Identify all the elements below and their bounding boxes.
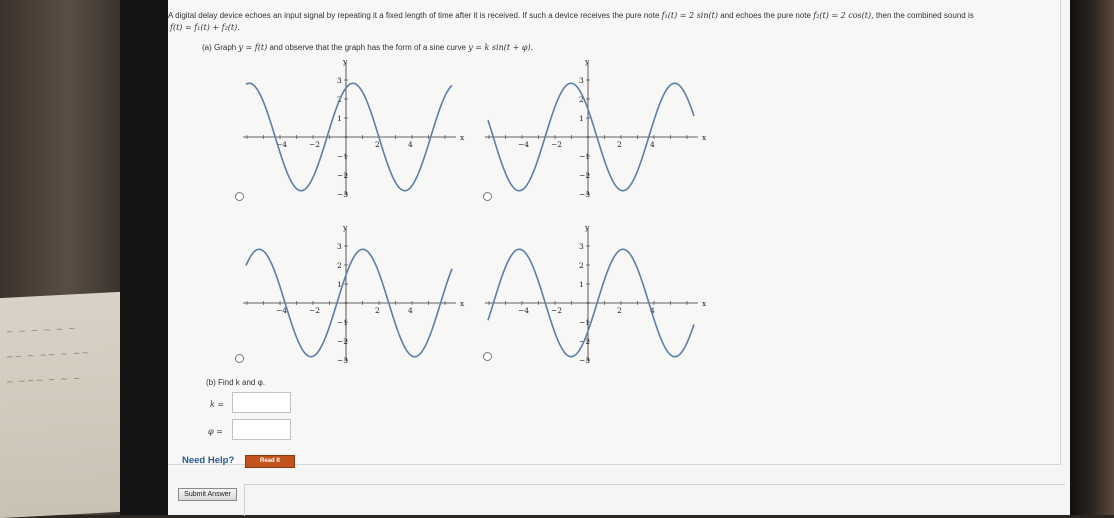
y-tick-label: −3 — [337, 190, 349, 199]
f2-formula: f₂(t) = 2 cos(t), — [813, 11, 874, 20]
y-axis-label: y — [585, 57, 590, 66]
x-tick-label: −4 — [276, 306, 288, 315]
y-tick-label: 1 — [579, 114, 584, 123]
x-tick-label: −4 — [518, 140, 530, 149]
option-3-radio[interactable] — [235, 354, 244, 363]
intro-mid-text: and echoes the pure note — [720, 11, 811, 20]
graph-option-1 — [238, 56, 468, 201]
problem-intro — [168, 11, 1060, 20]
y-tick-label: 1 — [337, 280, 342, 289]
y-tick-label: 3 — [337, 242, 342, 251]
submit-divider — [244, 484, 1065, 516]
y-axis-label: y — [585, 223, 590, 232]
y-tick-label: −2 — [579, 171, 591, 180]
need-help-label: Need Help? — [182, 455, 235, 466]
x-tick-label: 4 — [650, 306, 655, 315]
y-tick-label: 3 — [337, 76, 342, 85]
y-tick-label: −1 — [579, 152, 591, 161]
x-tick-label: −4 — [518, 306, 530, 315]
x-tick-label: 4 — [408, 306, 413, 315]
x-tick-label: 2 — [617, 306, 622, 315]
x-axis-label: x — [460, 133, 465, 142]
y-tick-label: −1 — [337, 318, 349, 327]
y-tick-label: 3 — [579, 242, 584, 251]
x-tick-label: 2 — [617, 140, 622, 149]
y-tick-label: −1 — [579, 318, 591, 327]
intro-end-text: then the combined sound is — [875, 11, 974, 20]
y-tick-label: 1 — [337, 114, 342, 123]
y-tick-label: −2 — [337, 171, 349, 180]
y-tick-label: −2 — [337, 337, 349, 346]
part-a-text — [202, 43, 533, 52]
part-a-form: y = k sin(t + φ). — [468, 43, 534, 52]
part-b-text: (b) Find k and φ. — [206, 378, 265, 387]
monitor-bezel-right — [1070, 0, 1114, 515]
option-1-radio[interactable] — [235, 192, 244, 201]
y-tick-label: −3 — [337, 356, 349, 365]
y-tick-label: 1 — [579, 280, 584, 289]
part-a-func: y = f(t) — [238, 43, 268, 52]
part-a-prefix: (a) Graph — [202, 43, 237, 52]
x-axis-label: x — [460, 299, 465, 308]
paper-note: ~ ~ ~ ~ ~ ~ ~~ ~ ~~ ~ ~~ ~ ~~~ ~ ~ ~ — [0, 292, 120, 518]
f1-formula: f₁(t) = 2 sin(t) — [661, 11, 718, 20]
x-tick-label: 2 — [375, 140, 380, 149]
y-axis-label: y — [343, 223, 348, 232]
question-panel — [168, 0, 1061, 465]
x-axis-label: x — [702, 133, 707, 142]
x-tick-label: −2 — [309, 140, 321, 149]
y-tick-label: −1 — [337, 152, 349, 161]
y-tick-label: 2 — [337, 261, 342, 270]
k-label: k = — [210, 400, 225, 409]
x-tick-label: 4 — [408, 140, 413, 149]
screen — [168, 0, 1070, 515]
graph-option-4 — [480, 222, 710, 367]
y-tick-label: 2 — [579, 261, 584, 270]
y-tick-label: 2 — [337, 95, 342, 104]
part-a-mid: and observe that the graph has the form of a sine curve — [269, 43, 466, 52]
submit-answer-button[interactable]: Submit Answer — [178, 488, 237, 501]
graph-option-3 — [238, 222, 468, 367]
phi-label: φ = — [208, 427, 223, 436]
option-4-radio[interactable] — [483, 352, 492, 361]
combined-formula: f(t) = f₁(t) + f₂(t). — [170, 23, 240, 32]
phi-input[interactable] — [232, 419, 291, 440]
y-tick-label: 3 — [579, 76, 584, 85]
y-tick-label: −3 — [579, 190, 591, 199]
option-2-radio[interactable] — [483, 192, 492, 201]
intro-text: A digital delay device echoes an input signal by repeating it a fixed length of time after it is received. If such a device receives the pure note — [168, 11, 660, 20]
y-axis-label: y — [343, 57, 348, 66]
k-input[interactable] — [232, 392, 291, 413]
x-tick-label: −2 — [551, 306, 563, 315]
graph-option-2 — [480, 56, 710, 201]
x-tick-label: −4 — [276, 140, 288, 149]
x-tick-label: −2 — [551, 140, 563, 149]
x-axis-label: x — [702, 299, 707, 308]
y-tick-label: 2 — [579, 95, 584, 104]
y-tick-label: −3 — [579, 356, 591, 365]
x-tick-label: −2 — [309, 306, 321, 315]
x-tick-label: 4 — [650, 140, 655, 149]
x-tick-label: 2 — [375, 306, 380, 315]
monitor-bezel — [120, 0, 168, 515]
y-tick-label: −2 — [579, 337, 591, 346]
read-it-button[interactable]: Read It — [245, 455, 295, 468]
